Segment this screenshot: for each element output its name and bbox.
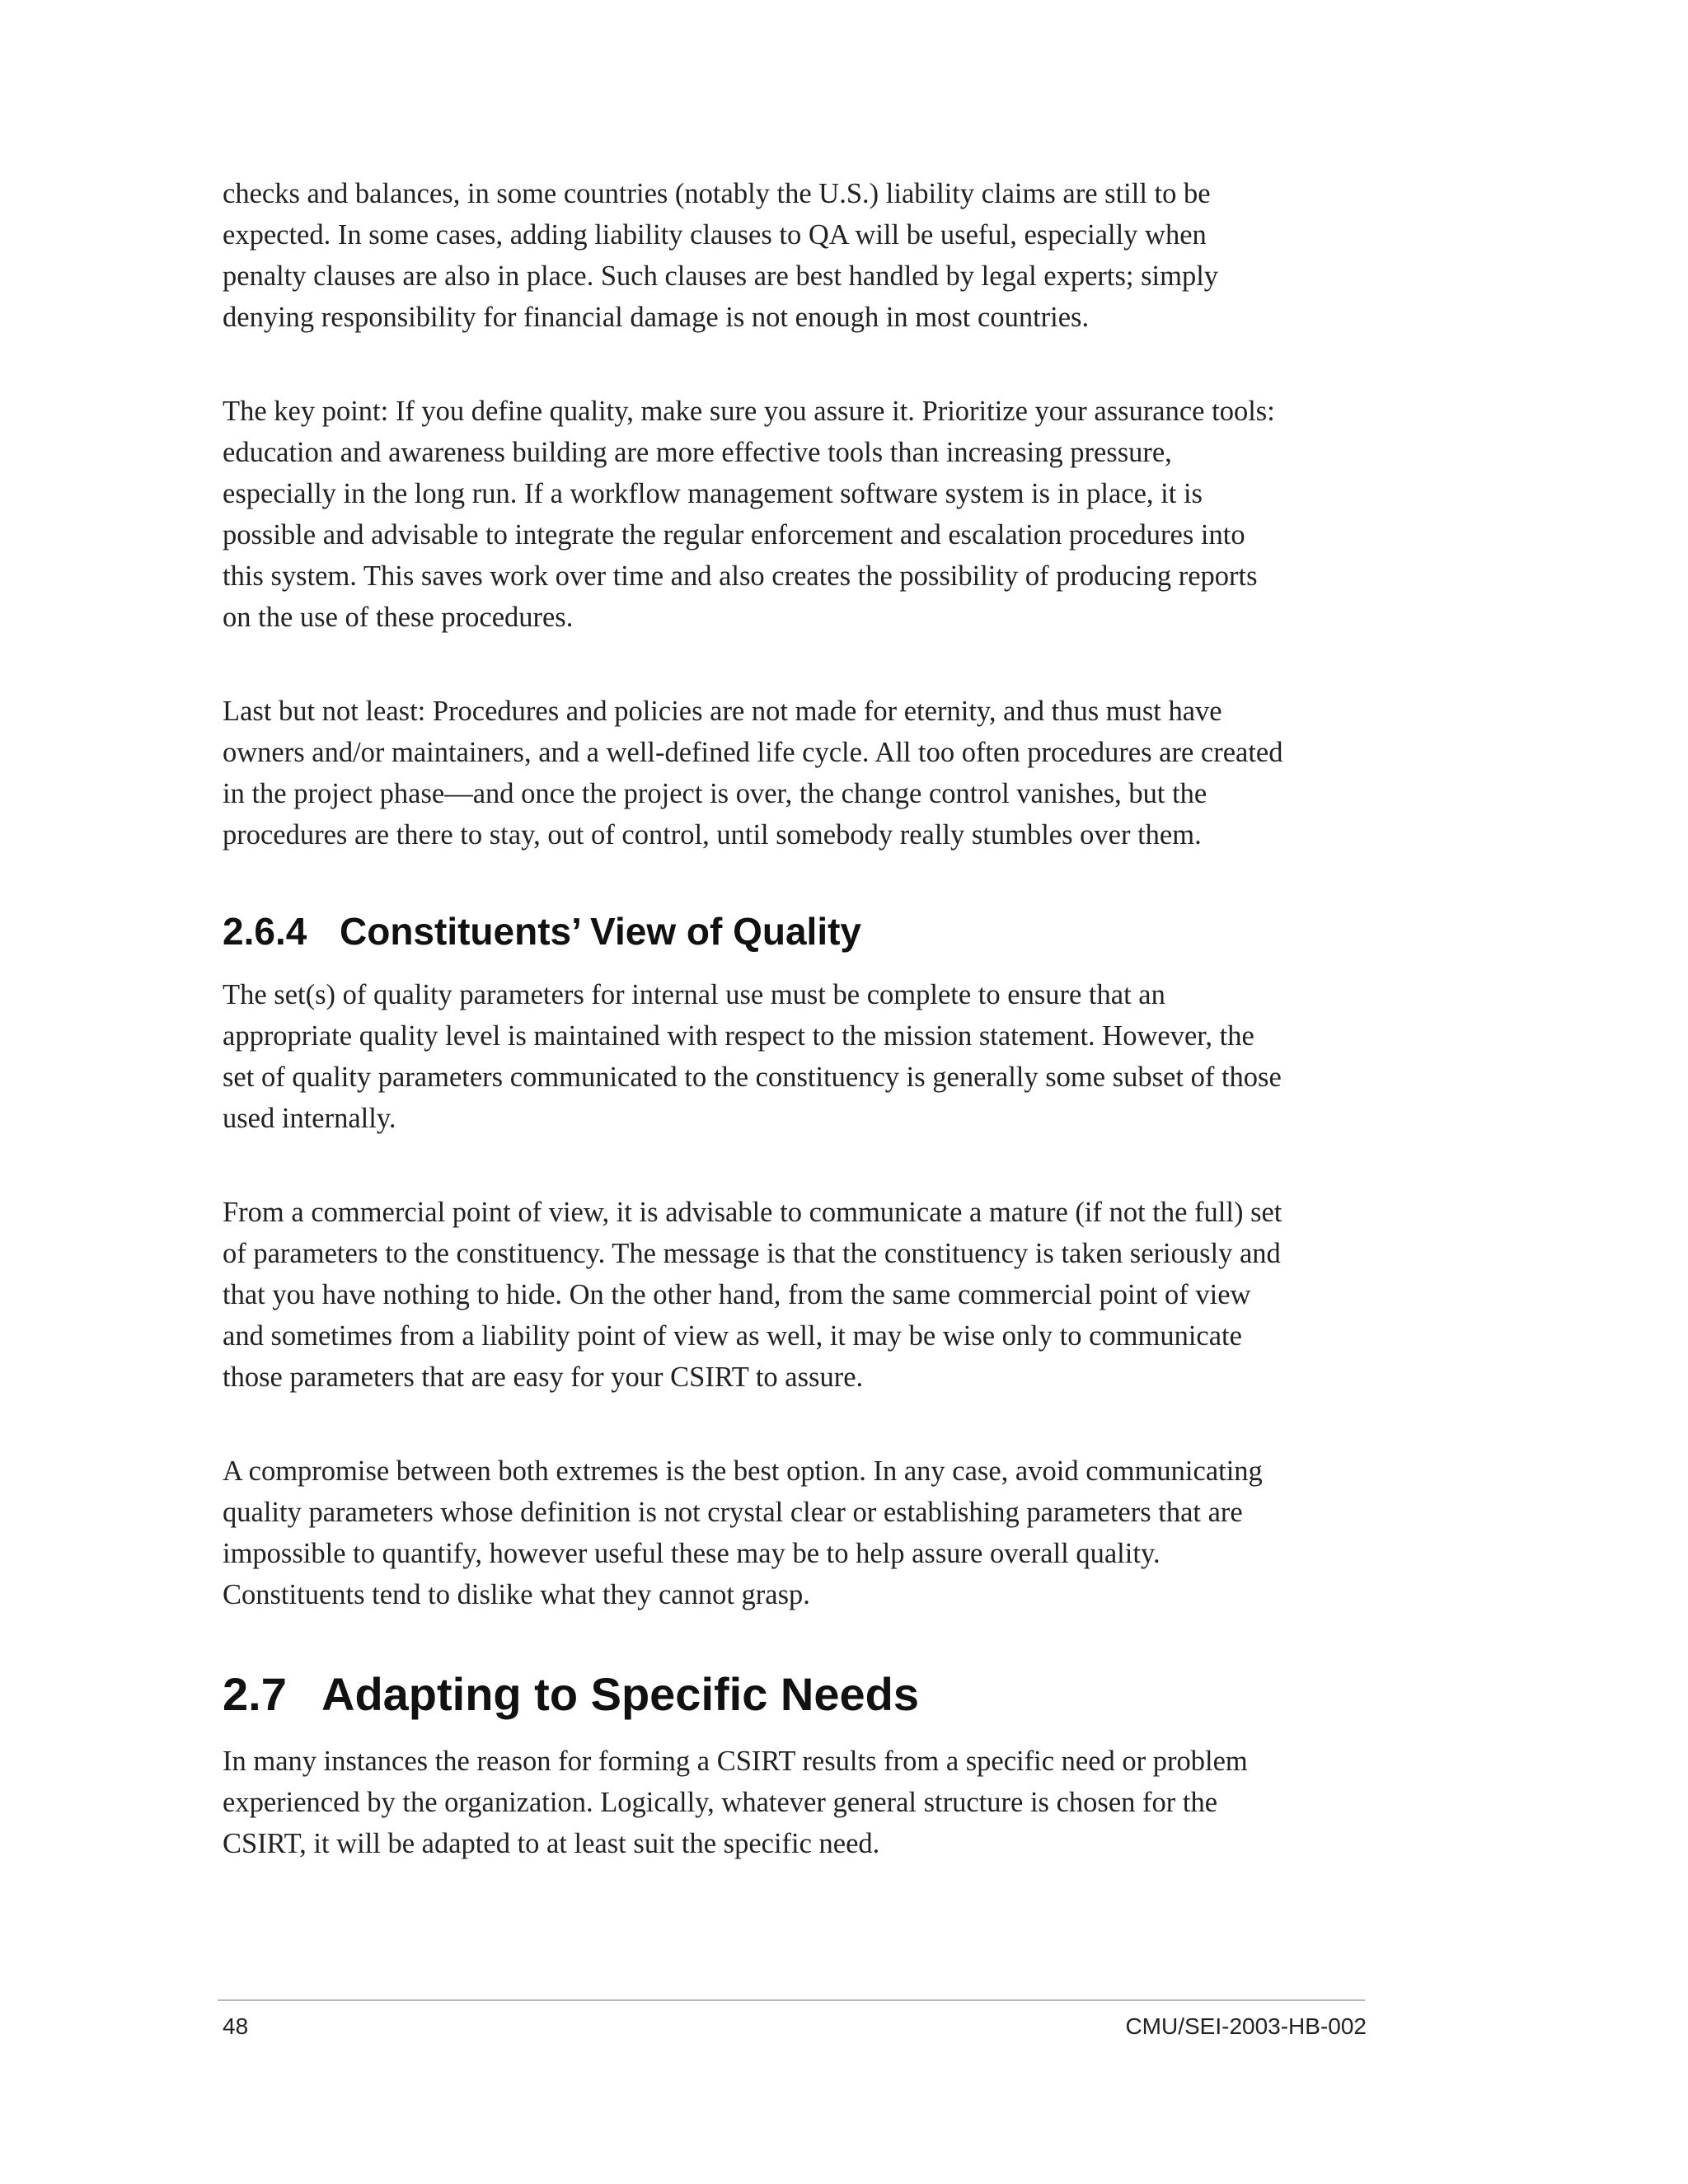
footer-divider — [218, 1999, 1365, 2001]
section-number: 2.6.4 — [223, 910, 307, 953]
section-heading-2-7 — [223, 1668, 1376, 1721]
section-title: Adapting to Specific Needs — [321, 1668, 919, 1720]
paragraph-specific-need: In many instances the reason for forming a CSIRT results from a specific need or problem experienced by the organization. Logically, whatever general structure is chosen for the CSIRT, it will be adapted to at least suit the specific need. — [223, 1746, 1248, 1859]
section-heading-2-6-4 — [223, 908, 1376, 954]
section-number: 2.7 — [223, 1668, 287, 1720]
paragraph-last-but-not-least: Last but not least: Procedures and policies are not made for eternity, and thus must have owners and/or maintainers, and a well-defined life cycle. All too often procedures are created in the project phase—and once the project is over, the change control vanishes, but the procedures are there to stay, out of control, until somebody really stumbles over them. — [223, 696, 1283, 851]
paragraph-compromise: A compromise between both extremes is the best option. In any case, avoid communicating quality parameters whose definition is not crystal clear or establishing parameters that are impossible to quantify, however useful these may be to help assure overall quality. Constituents tend to dislike what they cannot grasp. — [223, 1455, 1263, 1610]
section-title: Constituents’ View of Quality — [340, 910, 862, 953]
page-content — [223, 173, 1376, 1917]
document-id: CMU/SEI-2003-HB-002 — [1125, 2013, 1367, 2039]
paragraph-liability: checks and balances, in some countries (notably the U.S.) liability claims are still to be expected. In some cases, adding liability clauses to QA will be useful, especially when penalty clauses are also in place. Such clauses are best handled by legal experts; simply denying responsibility for financial damage is not enough in most countries. — [223, 178, 1219, 333]
paragraph-key-point: The key point: If you define quality, make sure you assure it. Prioritize your assurance tools: education and awareness building are more effective tools than increasing pressure, especially in the long run. If a workflow management software system is in place, it is possible and advisable to integrate the regular enforcement and escalation procedures into this system. This saves work over time and also creates the possibility of producing reports on the use of these procedures. — [223, 396, 1275, 633]
paragraph-commercial-view: From a commercial point of view, it is advisable to communicate a mature (if not the full) set of parameters to the constituency. The message is that the constituency is taken seriously and that you have nothing to hide. On the other hand, from the same commercial point of view and sometimes from a liability point of view as well, it may be wise only to communicate those parameters that are easy for your CSIRT to assure. — [223, 1197, 1282, 1393]
page-number: 48 — [223, 2013, 249, 2039]
paragraph-quality-parameters: The set(s) of quality parameters for internal use must be complete to ensure that an appropriate quality level is maintained with respect to the mission statement. However, the set of quality parameters communicated to the constituency is generally some subset of those used internally. — [223, 979, 1282, 1134]
